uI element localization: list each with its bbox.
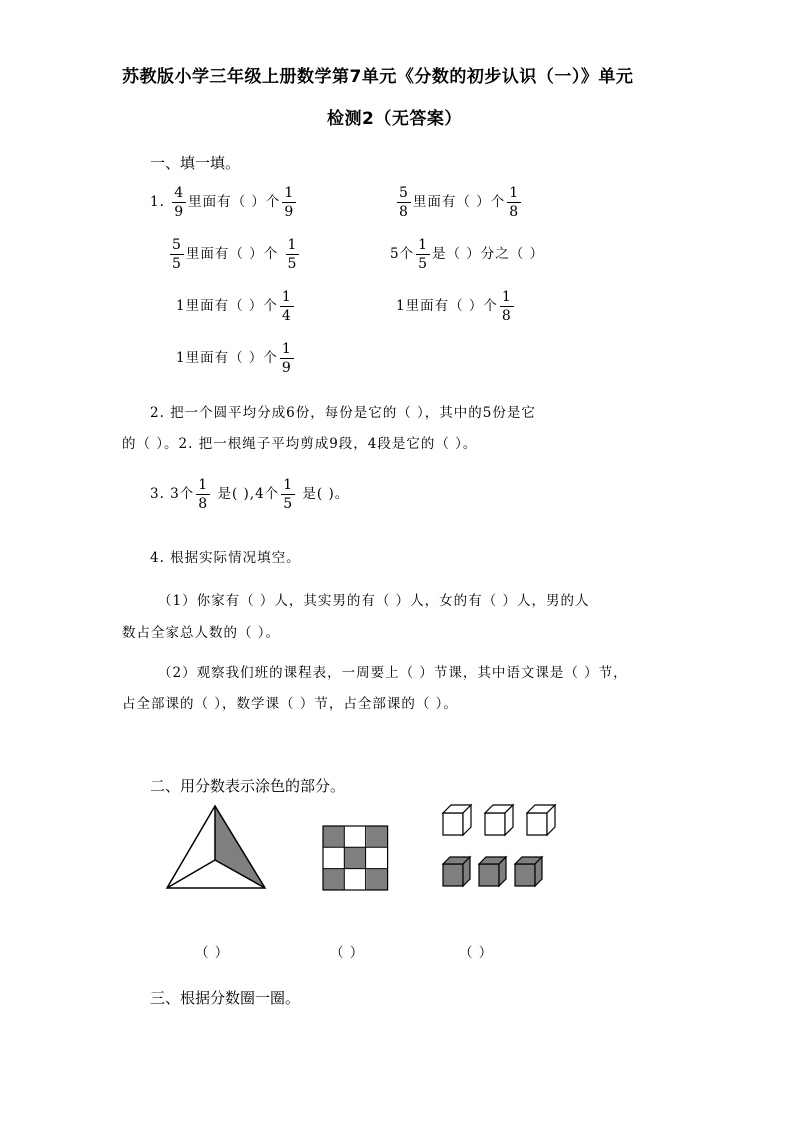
q4-2-line2: 占全部课的（ ），数学课（ ）节，占全部课的（ ）。: [122, 696, 458, 712]
fraction: $\frac{4}{9}$: [174, 185, 185, 220]
grid-cell-shaded: [323, 869, 344, 890]
grid-cell-shaded: [323, 826, 344, 847]
q1-item-c: $\frac{5}{5}$ 里面有（ ）个 $\frac{1}{5}$: [172, 237, 298, 272]
fraction: $\frac{1}{9}$: [284, 185, 295, 220]
title-line1: 苏教版小学三年级上册数学第7单元《分数的初步认识（一）》单元: [122, 67, 634, 87]
gray-cube: [515, 857, 542, 886]
answer-blank-cubes[interactable]: （ ）: [459, 945, 494, 961]
white-cube: [485, 805, 513, 835]
fraction: $\frac{1}{8}$: [198, 477, 209, 512]
grid-cell-shaded: [344, 847, 365, 868]
q4-2-line1: （2）观察我们班的课程表，一周要上（ ）节课，其中语文课是（ ）节，: [158, 665, 628, 681]
grid-cell-shaded: [366, 826, 387, 847]
fraction: $\frac{1}{5}$: [283, 477, 294, 512]
fraction: $\frac{1}{9}$: [281, 341, 292, 376]
fraction: $\frac{1}{8}$: [501, 289, 512, 324]
section3-heading: 三、根据分数圈一圈。: [150, 989, 301, 1007]
q1-item-a: 1. $\frac{4}{9}$ 里面有（ ）个 $\frac{1}{9}$: [150, 185, 295, 220]
grid-cell-shaded: [366, 869, 387, 890]
checker-grid-figure: [322, 825, 390, 891]
fraction: $\frac{5}{5}$: [172, 237, 182, 272]
q4-heading: 4. 根据实际情况填空。: [150, 550, 301, 566]
q1-item-f: 1里面有（ ）个 $\frac{1}{8}$: [396, 289, 512, 324]
q1-item-b: $\frac{5}{8}$ 里面有（ ）个 $\frac{1}{8}$: [399, 185, 520, 220]
shaded-triangle-figure: [160, 800, 275, 896]
q1-item-g: 1里面有（ ）个 $\frac{1}{9}$: [176, 341, 292, 376]
fraction: $\frac{5}{8}$: [399, 185, 409, 220]
gray-cube: [479, 857, 506, 886]
cubes-figure: [438, 800, 563, 895]
section1-heading: 一、填一填。: [150, 154, 241, 172]
white-cube: [443, 805, 471, 835]
q1-item-d: 5个 $\frac{1}{5}$ 是（ ）分之（ ）: [390, 237, 545, 272]
q2-line1: 2. 把一个圆平均分成6份，每份是它的（ ），其中的5份是它: [150, 405, 536, 421]
fraction: $\frac{1}{5}$: [287, 237, 298, 272]
answer-blank-triangle[interactable]: （ ）: [195, 945, 230, 961]
q4-1-line2: 数占全家总人数的（ ）。: [122, 625, 281, 641]
q2-line2: 的（ ）。2. 把一根绳子平均剪成9段，4段是它的（ ）。: [122, 436, 478, 452]
title-line2: 检测2（无答案）: [327, 109, 462, 129]
q4-1-line1: （1）你家有（ ）人，其实男的有（ ）人，女的有（ ）人，男的人: [158, 593, 590, 609]
answer-blank-grid[interactable]: （ ）: [330, 945, 365, 961]
fraction: $\frac{1}{5}$: [418, 237, 429, 272]
q3: 3. 3个 $\frac{1}{8}$ 是( ),4个 $\frac{1}{5}$ 是( )。: [150, 477, 350, 512]
section2-heading: 二、用分数表示涂色的部分。: [150, 777, 346, 795]
fraction: $\frac{1}{4}$: [281, 289, 292, 324]
q1-item-e: 1里面有（ ）个 $\frac{1}{4}$: [176, 289, 292, 324]
white-cube: [527, 805, 555, 835]
gray-cube: [443, 857, 470, 886]
fraction: $\frac{1}{8}$: [509, 185, 520, 220]
